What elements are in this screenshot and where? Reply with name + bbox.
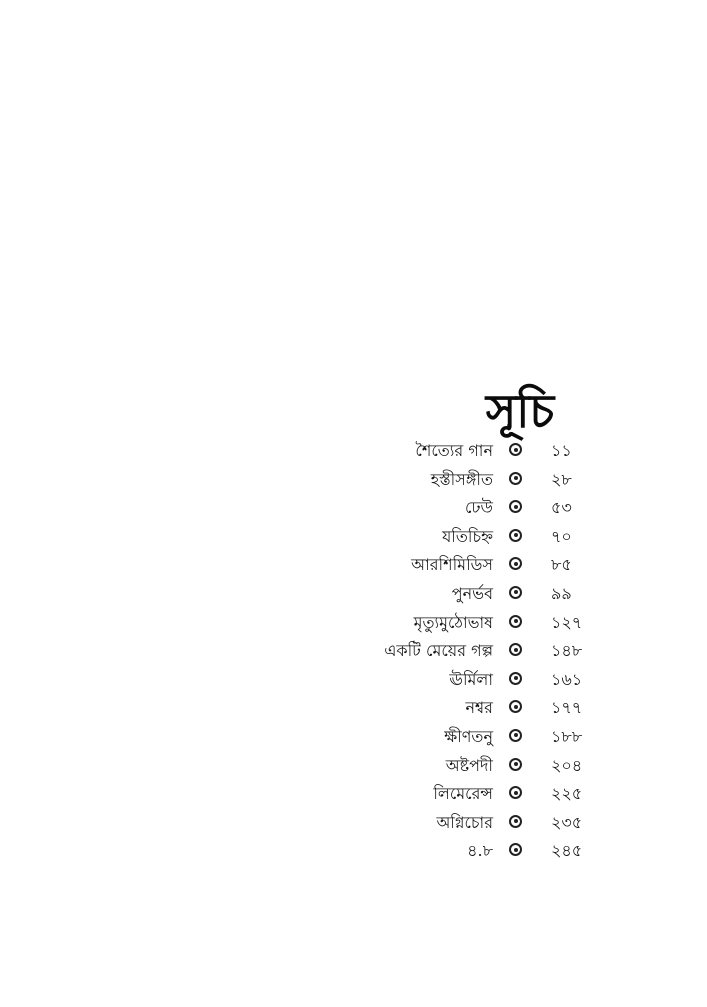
toc-entry-title: ঊর্মিলা [449, 669, 493, 689]
toc-entry-title: লিমেরেন্স [433, 784, 493, 804]
toc-entry[interactable] [0, 667, 707, 696]
toc-entry[interactable] [0, 610, 707, 639]
toc-entry-title: ক্ষীণতনু [444, 726, 493, 746]
toc-entry-page: ২২৫ [551, 784, 583, 804]
bullet-icon [509, 643, 522, 656]
bullet-icon [509, 815, 522, 828]
toc-entry[interactable] [0, 638, 707, 667]
bullet-icon [509, 529, 522, 542]
bullet-icon [509, 786, 522, 799]
toc-entry-page: ২৮ [551, 469, 572, 489]
bullet-icon [509, 843, 522, 856]
toc-entry[interactable] [0, 495, 707, 524]
bullet-icon [509, 700, 522, 713]
bullet-icon [509, 472, 522, 485]
toc-entry[interactable] [0, 438, 707, 467]
toc-entry[interactable] [0, 581, 707, 610]
toc-entry-page: ১২৭ [551, 612, 583, 632]
toc-entry-page: ১৪৮ [551, 641, 583, 661]
toc-entry-title: ঢেউ [464, 498, 493, 518]
bullet-icon [509, 672, 522, 685]
toc-entry-page: ১৭৭ [551, 698, 583, 718]
toc-entry[interactable] [0, 552, 707, 581]
toc-entry-title: আরশিমিডিস [411, 555, 493, 575]
toc-entry-title: একটি মেয়ের গল্প [384, 641, 493, 661]
bullet-icon [509, 557, 522, 570]
toc-entry[interactable] [0, 838, 707, 867]
toc-entry[interactable] [0, 781, 707, 810]
toc-entry-page: ১৬১ [551, 669, 583, 689]
toc-entry-page: ৭০ [551, 526, 572, 546]
bullet-icon [509, 586, 522, 599]
toc-entry-page: ৮৫ [551, 555, 572, 575]
toc-entry[interactable] [0, 724, 707, 753]
toc-entry-title: যতিচিহ্ন [442, 526, 493, 546]
toc-entry-page: ২৪৫ [551, 841, 583, 861]
toc-entry-page: ৯৯ [551, 583, 572, 603]
toc-entry[interactable] [0, 524, 707, 553]
bullet-icon [509, 443, 522, 456]
toc-entry-page: ২৩৫ [551, 812, 583, 832]
toc-entry[interactable] [0, 810, 707, 839]
table-of-contents [0, 438, 707, 867]
toc-entry-title: মৃত্যুমুঠোভাষ [413, 612, 493, 632]
toc-entry-page: ১১ [551, 441, 572, 460]
bullet-icon [509, 758, 522, 771]
toc-entry-title: শৈত্যের গান [415, 441, 493, 460]
toc-entry-page: ৫৩ [551, 498, 572, 518]
toc-entry-page: ১৮৮ [551, 726, 583, 746]
toc-entry-title: অগ্নিচোর [436, 812, 493, 832]
toc-entry[interactable] [0, 695, 707, 724]
bullet-icon [509, 729, 522, 742]
bullet-icon [509, 500, 522, 513]
toc-entry[interactable] [0, 753, 707, 782]
toc-entry-title: ৪.৮ [467, 841, 493, 861]
toc-entry-page: ২০৪ [551, 755, 583, 775]
page-title: সূচি [485, 383, 555, 438]
toc-entry-title: নশ্বর [465, 698, 493, 718]
toc-entry-title: হস্তীসঙ্গীত [430, 469, 493, 489]
toc-entry-title: পুনর্ভব [451, 583, 493, 603]
toc-entry[interactable] [0, 467, 707, 496]
bullet-icon [509, 615, 522, 628]
toc-entry-title: অষ্টপদী [445, 755, 493, 775]
